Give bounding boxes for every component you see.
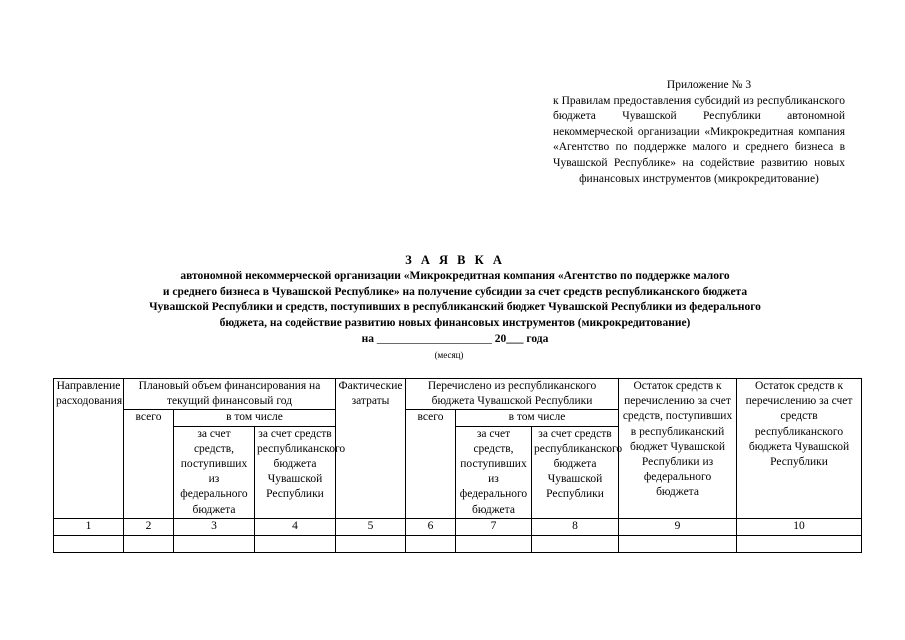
empty-data-row xyxy=(54,535,862,552)
col-planned-rep: за счет средств республиканского бюджета Чувашской Республики xyxy=(255,426,336,518)
title-line-3: Чувашской Республики и средств, поступивших в республиканский бюджет Чувашской Республики из федерального xyxy=(149,301,761,314)
column-number: 6 xyxy=(406,518,456,535)
document-title xyxy=(60,253,850,358)
empty-cell xyxy=(619,535,737,552)
column-number: 5 xyxy=(336,518,406,535)
col-direction: Направление расходования xyxy=(54,379,124,519)
date-suffix: года xyxy=(526,332,549,345)
empty-cell xyxy=(532,535,619,552)
empty-cell xyxy=(336,535,406,552)
col-balance-fed: Остаток средств к перечислению за счет средств, поступивших в республиканский бюджет Чувашской Республики из федерального бюджета xyxy=(619,379,737,519)
month-caption: (месяц) xyxy=(434,349,464,360)
empty-cell xyxy=(406,535,456,552)
col-planned-fed: за счет средств, поступивших из федерального бюджета xyxy=(174,426,255,518)
column-number: 7 xyxy=(456,518,532,535)
date-blank: ____________________ xyxy=(376,332,492,345)
col-transferred-including: в том числе xyxy=(456,410,619,426)
column-number: 3 xyxy=(174,518,255,535)
empty-cell xyxy=(737,535,862,552)
column-number: 1 xyxy=(54,518,124,535)
header-row-1 xyxy=(54,379,862,410)
col-transferred-rep: за счет средств республиканского бюджета Чувашской Республики xyxy=(532,426,619,518)
empty-cell xyxy=(124,535,174,552)
col-transferred: Перечислено из республиканского бюджета Чувашской Республики xyxy=(406,379,619,410)
title-line-2: и среднего бизнеса в Чувашской Республике» на получение субсидии за счет средств республиканского бюджета xyxy=(162,285,748,298)
column-number: 9 xyxy=(619,518,737,535)
title-line-4: бюджета, на содействие развитию новых финансовых инструментов (микрокредитование) xyxy=(219,317,691,330)
col-planned: Плановый объем финансирования на текущий финансовый год xyxy=(124,379,336,410)
column-number: 2 xyxy=(124,518,174,535)
empty-cell xyxy=(255,535,336,552)
application-table xyxy=(53,378,862,553)
col-balance-rep: Остаток средств к перечислению за счет средств республиканского бюджета Чувашской Республики xyxy=(737,379,862,519)
appendix-text: к Правилам предоставления субсидий из республиканского бюджета Чувашской Республики автономной некоммерческой организации «Микрокредитная компания «Агентство по поддержке малого и среднего бизнеса в Чувашской Республике» на содействие развитию новых финансовых инструментов (микрокредитование) xyxy=(553,94,845,185)
date-prefix: на xyxy=(361,332,375,345)
empty-cell xyxy=(54,535,124,552)
column-number: 8 xyxy=(532,518,619,535)
empty-cell xyxy=(456,535,532,552)
appendix-number: Приложение № 3 xyxy=(666,79,752,91)
date-year: 20___ xyxy=(494,332,524,345)
appendix-block xyxy=(553,78,845,187)
title-date-line xyxy=(60,332,850,348)
column-number: 10 xyxy=(737,518,862,535)
title-heading: З А Я В К А xyxy=(405,253,505,267)
col-transferred-fed: за счет средств, поступивших из федерального бюджета xyxy=(456,426,532,518)
col-transferred-total: всего xyxy=(406,410,456,518)
col-planned-including: в том числе xyxy=(174,410,336,426)
col-planned-total: всего xyxy=(124,410,174,518)
column-numbers-row xyxy=(54,518,862,535)
title-line-1: автономной некоммерческой организации «Микрокредитная компания «Агентство по поддержке малого xyxy=(180,269,730,282)
column-number: 4 xyxy=(255,518,336,535)
col-actual: Фактические затраты xyxy=(336,379,406,519)
empty-cell xyxy=(174,535,255,552)
